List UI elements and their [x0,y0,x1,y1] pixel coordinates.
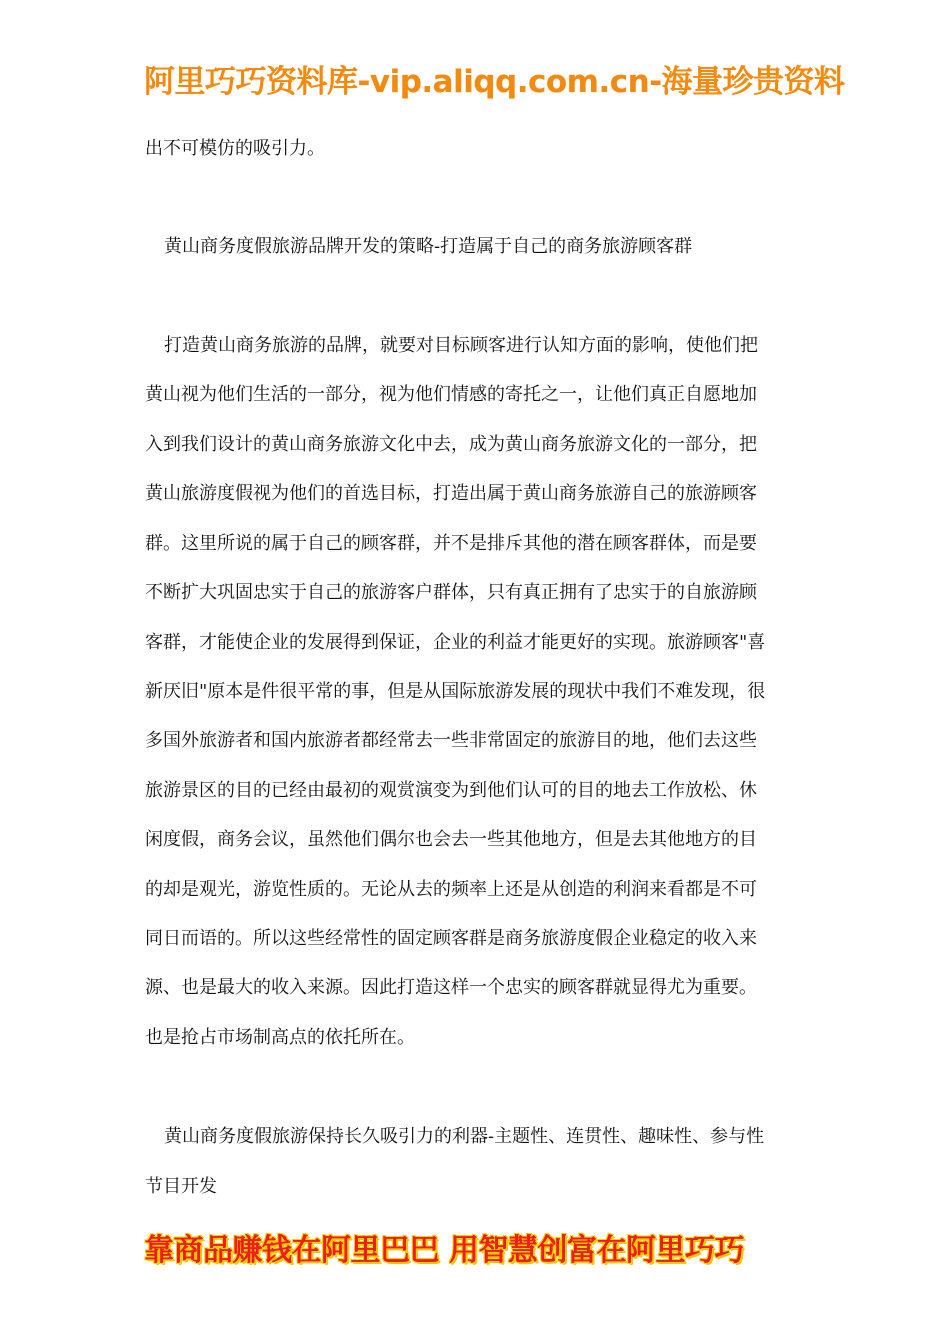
header-banner: 阿里巧巧资料库-vip.aliqq.com.cn-海量珍贵资料 [144,64,845,100]
paragraph-line: 闲度假，商务会议，虽然他们偶尔也会去一些其他地方，但是去其他地方的目 [145,829,757,850]
paragraph-line: 群。这里所说的属于自己的顾客群，并不是排斥其他的潜在顾客群体，而是要 [145,533,757,554]
paragraph-line: 也是抢占市场制高点的依托所在。 [145,1027,415,1048]
paragraph-line: 的却是观光，游览性质的。无论从去的频率上还是从创造的利润来看都是不可 [145,879,757,900]
paragraph-line: 客群，才能使企业的发展得到保证，企业的利益才能更好的实现。旅游顾客"喜 [145,632,766,653]
section-heading-attraction-line-1: 黄山商务度假旅游保持长久吸引力的利器-主题性、连贯性、趣味性、参与性 [164,1126,765,1147]
paragraph-line: 黄山旅游度假视为他们的首选目标，打造出属于黄山商务旅游自己的旅游顾客 [145,483,757,504]
paragraph-line: 多国外旅游者和国内旅游者都经常去一些非常固定的旅游目的地，他们去这些 [145,730,757,751]
paragraph-line: 不断扩大巩固忠实于自己的旅游客户群体，只有真正拥有了忠实于的自旅游顾 [145,582,757,603]
section-heading-brand-strategy: 黄山商务度假旅游品牌开发的策略-打造属于自己的商务旅游顾客群 [164,236,693,257]
paragraph-line: 打造黄山商务旅游的品牌，就要对目标顾客进行认知方面的影响，使他们把 [164,335,758,356]
paragraph-line: 黄山视为他们生活的一部分，视为他们情感的寄托之一，让他们真正自愿地加 [145,384,757,405]
paragraph-line: 旅游景区的目的已经由最初的观赏演变为到他们认可的目的地去工作放松、休 [145,780,757,801]
paragraph-line: 入到我们设计的黄山商务旅游文化中去，成为黄山商务旅游文化的一部分，把 [145,434,757,455]
paragraph-line: 源、也是最大的收入来源。因此打造这样一个忠实的顾客群就显得尤为重要。 [145,977,757,998]
intro-line: 出不可模仿的吸引力。 [145,138,325,159]
footer-banner: 靠商品赚钱在阿里巴巴 用智慧创富在阿里巧巧 [144,1233,744,1268]
paragraph-line: 新厌旧"原本是件很平常的事，但是从国际旅游发展的现状中我们不难发现，很 [145,681,766,702]
section-heading-attraction-line-2: 节目开发 [145,1176,217,1197]
paragraph-line: 同日而语的。所以这些经常性的固定顾客群是商务旅游度假企业稳定的收入来 [145,928,757,949]
